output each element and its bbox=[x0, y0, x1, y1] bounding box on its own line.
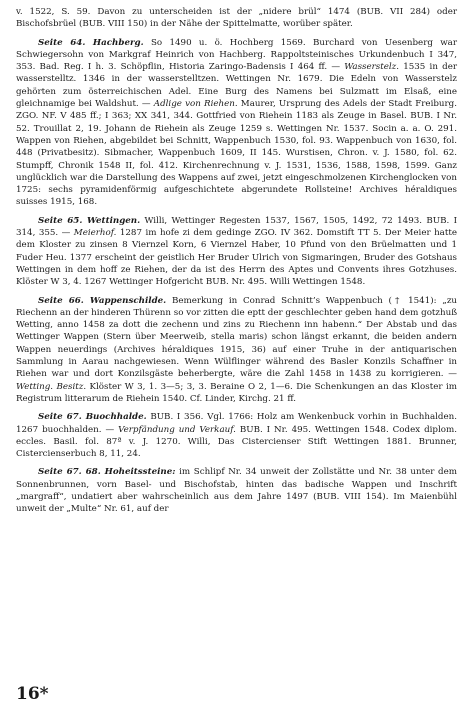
paragraph-p-seite-67-68 bbox=[16, 466, 457, 515]
paragraph-p-seite-64 bbox=[16, 37, 457, 209]
body-text: im Schlipf Nr. 34 unweit der Zollstätte und Nr. 38 unter dem Sonnenbrunnen, vorn Basel- und Bischofstab, hinten das badische Wappen und Inschrift „margraff“, undatiert aber wahrscheinlich aus dem Jahre 1497 (BUB. VIII 154). Im Maienbühl unweit der „Multe“ Nr. 61, auf der bbox=[16, 467, 457, 515]
document-page bbox=[16, 6, 457, 522]
paragraph-p-intro bbox=[16, 6, 457, 31]
paragraph-p-seite-67 bbox=[16, 411, 457, 460]
italic-term: Wetting. Besitz. bbox=[16, 381, 87, 392]
paragraph-p-seite-66 bbox=[16, 295, 457, 406]
section-heading: Seite 67. 68. Hoheitssteine: bbox=[38, 467, 176, 478]
section-heading: Seite 66. Wappenschilde. bbox=[38, 295, 167, 306]
signature-mark: 16* bbox=[16, 684, 49, 704]
body-text: 1287 im hofe zi dem gedinge ZGO. IV 362. Domstift TT 5. Der Meier hatte dem Kloster zu zinsen 8 Viernzel Korn, 6 Viernzel Haber, 10 Pfund von den Brüelmatten und 1 Fuder Heu. 1377 erscheint der geistlich Her Bruder Ulrich von Sigmaringen, Bruder des Gotshaus Wettingen in dem hoff ze Riehen, der da ist des Herrn des Aptes und Convents ihres Gotzhuses. Klöster W 3, 4. 1267 Wettinger Hofgericht BUB. Nr. 495. Willi Wettingen 1548. bbox=[16, 228, 457, 288]
italic-term: Adlige von Riehen. bbox=[153, 99, 238, 110]
body-text: v. 1522, S. 59. Davon zu unterscheiden ist der „nidere brül“ 1474 (BUB. VII 284) oder Bischofsbrüel (BUB. VIII 150) in der Nähe der Spittelmatte, worüber später. bbox=[16, 7, 457, 30]
body-text: Willi, Wettinger Regesten 1537, 1567, 1505, 1492, 72 1493. BUB. I 314, 355. — bbox=[16, 215, 457, 239]
body-text: Klöster W 3, 1. 3—5; 3, 3. Beraine O 2, 1—6. Die Schenkungen an das Kloster im Registrum litterarum de Riehein 1540. Cf. Linder, Kirchg. 21 ff. bbox=[16, 381, 457, 404]
paragraph-p-seite-65 bbox=[16, 215, 457, 289]
section-heading: Seite 67. Buochhalde. bbox=[38, 412, 147, 423]
body-text: BUB. I Nr. 495. Wettingen 1548. Codex diplom. eccles. Basil. fol. 87ª v. J. 1270. Willi, Das Cistercienser Stift Wettingen 1881. Brunner, Cistercienserbuch 8, 11, 24. bbox=[16, 424, 457, 460]
italic-term: Verpfändung und Verkauf. bbox=[118, 424, 236, 435]
body-text: BUB. I 356. Vgl. 1766: Holz am Wenkenbuck vorhin in Buchhalden. 1267 buochhalden. — bbox=[16, 412, 457, 435]
body-text: Bemerkung in Conrad Schnitt’s Wappenbuch († 1541): „zu Riechenn an der hinderen Thürenn so vor zitten die eptt der geschlechter geben hand dem gotzhuß Wetting, anno 1458 za dott die zechenn und zins zu Riechenn inn habenn.“ Der Abstab und das Wettinger Wappen (Stern über Meerweib, stella maris) schon längst erkannt, die beiden andern Wappen neuerdings (Archives héraldiques 1915, 36) auf einer Truhe in der antiquarischen Sammlung in Aarau nachgewiesen. Wenn Wülflinger während des Basler Konzils Schaffner in Riehen war und dort Konzilsgäste beherbergte, wäre die Zahl 1458 in 1438 zu korrigieren. — bbox=[16, 295, 457, 380]
body-text: So 1490 u. ö. Hochberg 1569. Burchard von Uesenberg war Schwiegersohn von Markgraf Heinrich von Hachberg. Rappoltsteinisches Urkundenbuch I 347, 353. Bad. Reg. I h. 3. Schöpflin, Historia Zaringo-Badensis I 464 ff. — bbox=[16, 37, 457, 73]
italic-term: Wasserstelz. bbox=[344, 62, 400, 73]
body-text: Maurer, Ursprung des Adels der Stadt Freiburg. ZGO. NF. V 485 ff.; I 363; XX 341, 344. Gottfried von Riehein 1183 als Zeuge in Basel. BUB. I Nr. 52. Trouillat 2, 19. Johann de Riehein als Zeuge 1259 s. Wettingen Nr. 1537. Socin a. a. O. 291. Wappen von Riehen, abgebildet bei Schnitt, Wappenbuch 1530, fol. 93. Wappenbuch von 1630, fol. 448 (Privatbesitz). Sibmacher, Wappenbuch 1609, II 145. Wurstisen, Chron. v. J. 1580, fol. 62. Stumpff, Chronik 1548 II, fol. 412. Kirchenrechnung v. J. 1531, 1536, 1588, 1598, 1599. Ganz unglücklich war die Darstellung des Wappens auf zwei, jetzt eingeschmolzenen Kirchenglocken von 1725: sechs pyramidenförmig aufgeschichtete abgerundete Rollsteine! Archives héraldiques suisses 1915, 168. bbox=[16, 99, 457, 208]
section-heading: Seite 64. Hachberg. bbox=[38, 37, 144, 48]
section-heading: Seite 65. Wettingen. bbox=[38, 215, 141, 226]
italic-term: Meierhof. bbox=[73, 228, 117, 239]
body-text: 1535 in der wasserstelltz. 1346 in der wasserstelltzen. Wettingen Nr. 1679. Die Edeln von Wasserstelz gehörten zum österreichischen Adel. Eine Burg des Namens bei Sulzmatt im Elsaß, eine gleichnamige bei Waldshut. — bbox=[16, 62, 457, 110]
